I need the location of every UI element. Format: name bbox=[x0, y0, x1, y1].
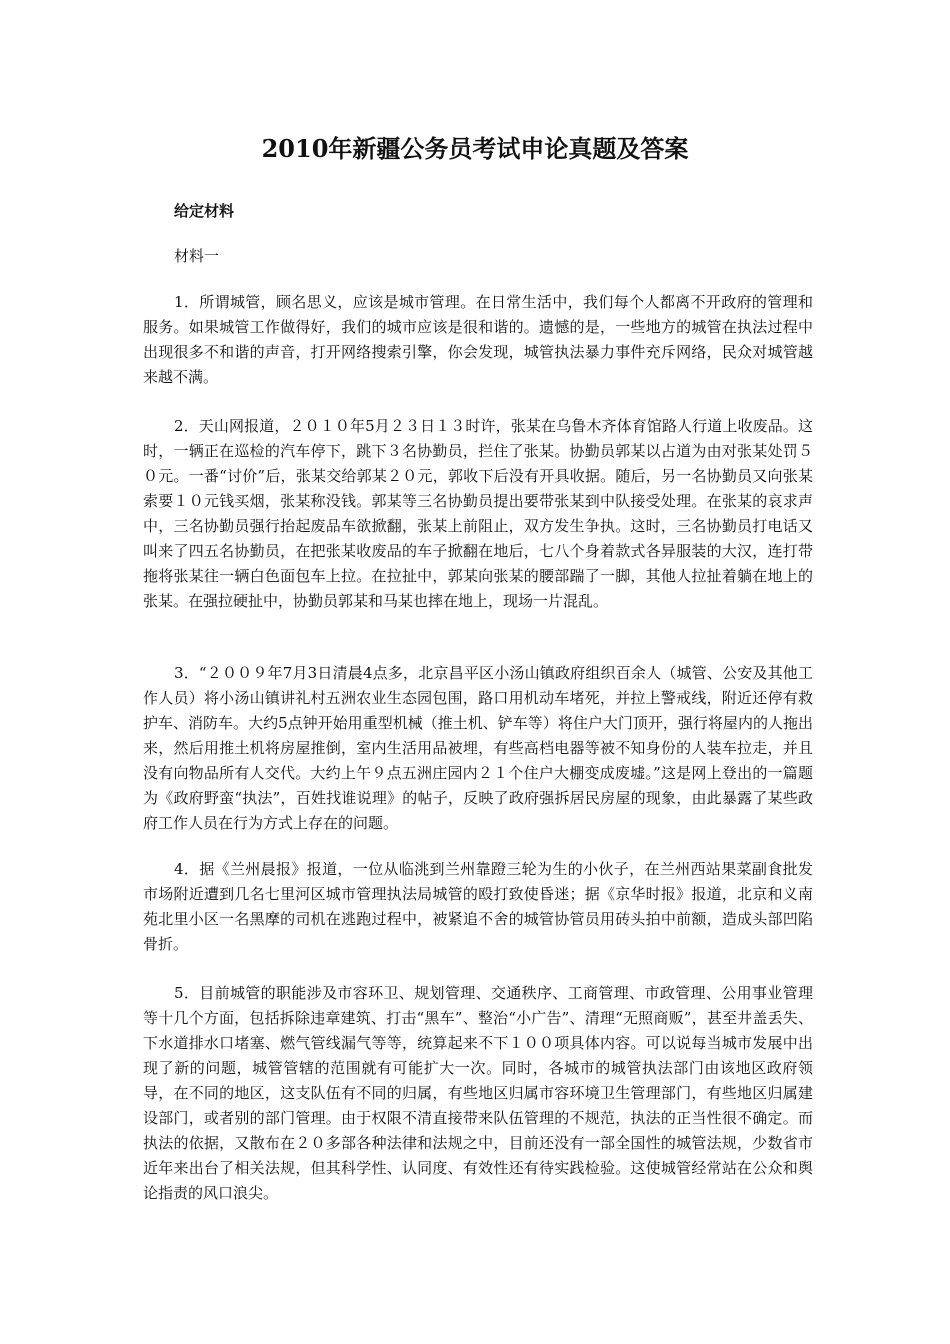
paragraph-3: 3．“２００９年7月3日清晨4点多，北京昌平区小汤山镇政府组织百余人（城管、公安及其他工作人员）将小汤山镇讲礼村五洲农业生态园包围，路口用机动车堵死，并拉上警戒线，附近还停有救护车、消防车。大约5点钟开始用重型机械（推土机、铲车等）将住户大门顶开，强行将屋内的人拖出来，然后用推土机将房屋推倒，室内生活用品被埋，有些高档电器等被不知身份的人装车拉走，并且没有向物品所有人交代。大约上午９点五洲庄园内２１个住户大棚变成废墟。”这是网上登出的一篇题为《政府野蛮“执法”，百姓找谁说理》的帖子，反映了政府强拆居民房屋的现象，由此暴露了某些政府工作人员在行为方式上存在的问题。 bbox=[143, 664, 813, 832]
paragraph-5: 5．目前城管的职能涉及市容环卫、规划管理、交通秩序、工商管理、市政管理、公用事业管理等十几个方面，包括拆除违章建筑、打击“黑车”、整治“小广告”、清理“无照商贩”，甚至井盖丢失、下水道排水口堵塞、燃气管线漏气等等，统算起来不下１００项具体内容。可以说每当城市发展中出现了新的问题，城管管辖的范围就有可能扩大一次。同时，各城市的城管执法部门由该地区政府领导，在不同的地区，这支队伍有不同的归属，有些地区归属市容环境卫生管理部门，有些地区归属建设部门，或者别的部门管理。由于权限不清直接带来队伍管理的不规范，执法的正当性很不确定。而执法的依据，又散布在２０多部各种法律和法规之中，目前还没有一部全国性的城管法规，少数省市近年来出台了相关法规，但其科学性、认同度、有效性还有待实践检验。这使城管经常站在公众和舆论指责的风口浪尖。 bbox=[143, 984, 813, 1202]
paragraph-4: 4．据《兰州晨报》报道，一位从临洮到兰州靠蹬三轮为生的小伙子，在兰州西站果菜副食批发市场附近遭到几名七里河区城市管理执法局城管的殴打致使昏迷；据《京华时报》报道，北京和义南苑北里小区一名黑摩的司机在逃跑过程中，被紧追不舍的城管协管员用砖头拍中前额，造成头部凹陷骨折。 bbox=[143, 860, 813, 953]
document-title: 2010年新疆公务员考试申论真题及答案 bbox=[261, 134, 689, 163]
material-label: 材料一 bbox=[174, 247, 220, 265]
paragraph-1: 1．所谓城管，顾名思义，应该是城市管理。在日常生活中，我们每个人都离不开政府的管理和服务。如果城管工作做得好，我们的城市应该是很和谐的。遗憾的是，一些地方的城管在执法过程中出现很多不和谐的声音，打开网络搜索引擎，你会发现，城管执法暴力事件充斥网络，民众对城管越来越不满。 bbox=[143, 293, 813, 386]
section-heading: 给定材料 bbox=[174, 202, 235, 220]
paragraph-2: 2．天山网报道，２０１０年5月２３日１３时许，张某在乌鲁木齐体育馆路人行道上收废品。这时，一辆正在巡检的汽车停下，跳下３名协勤员，拦住了张某。协勤员郭某以占道为由对张某处罚５０元。一番“讨价”后，张某交给郭某２０元，郭收下后没有开具收据。随后，另一名协勤员又向张某索要１０元钱买烟，张某称没钱。郭某等三名协勤员提出要带张某到中队接受处理。在张某的哀求声中，三名协勤员强行抬起废品车欲掀翻，张某上前阻止，双方发生争执。这时，三名协勤员打电话又叫来了四五名协勤员，在把张某收废品的车子掀翻在地后，七八个身着款式各异服装的大汉，连打带拖将张某往一辆白色面包车上拉。在拉扯中，郭某向张某的腰部踹了一脚，其他人拉扯着躺在地上的张某。在强拉硬扯中，协勤员郭某和马某也摔在地上，现场一片混乱。 bbox=[143, 417, 813, 610]
